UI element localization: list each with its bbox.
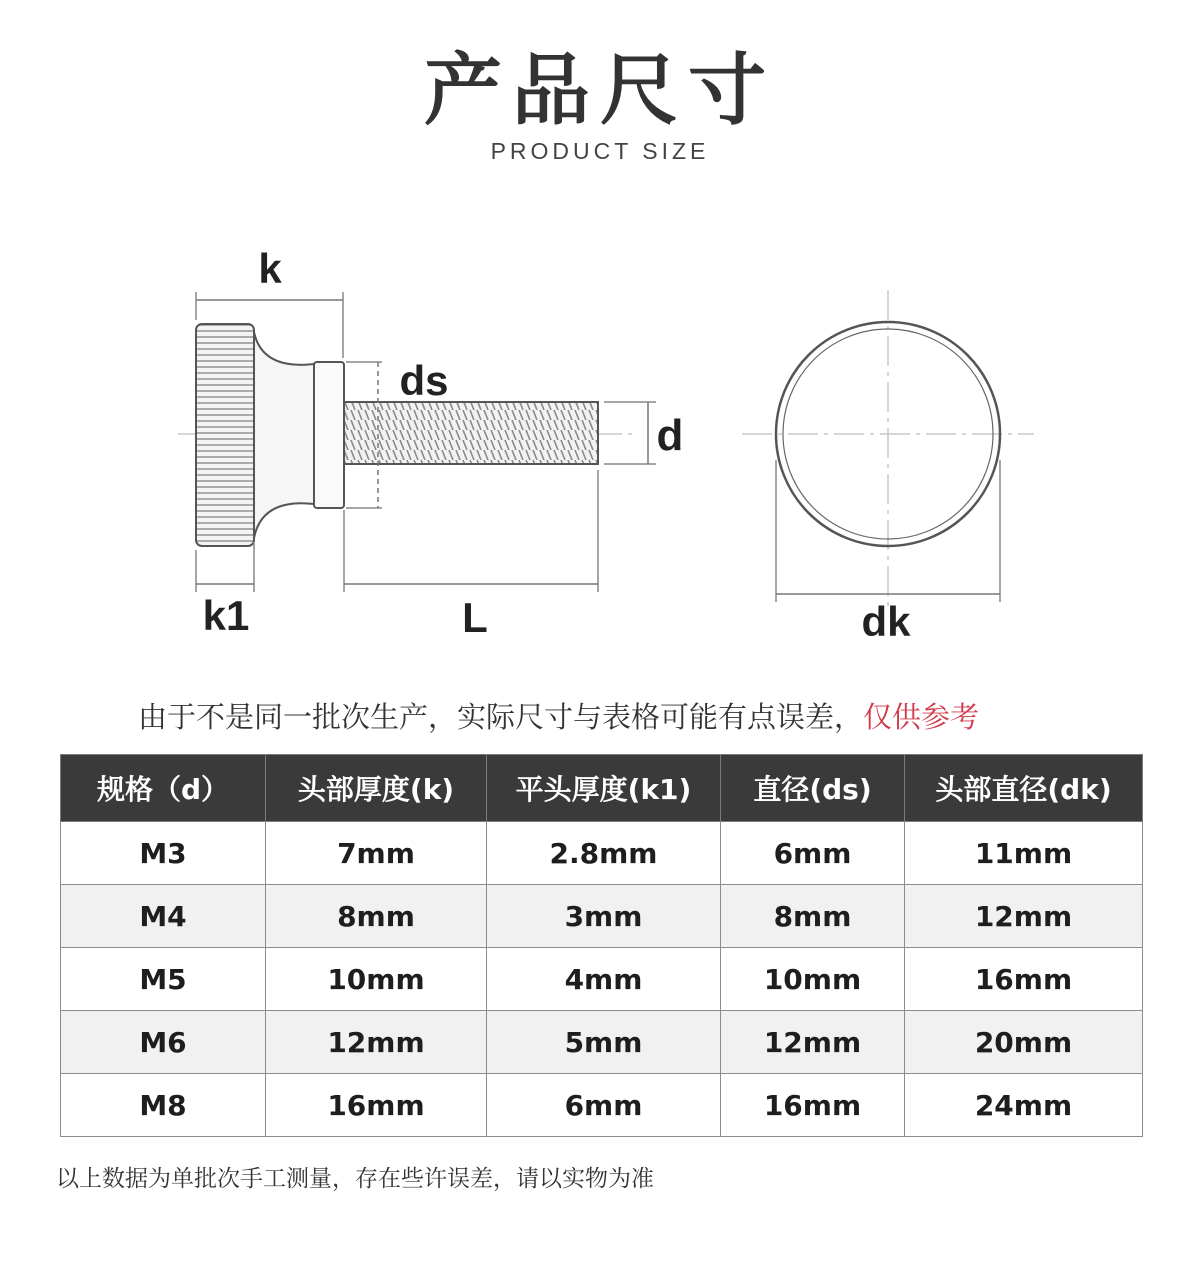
cell-k: 7mm: [266, 822, 487, 885]
cell-dk: 20mm: [905, 1011, 1143, 1074]
cell-k1: 5mm: [487, 1011, 721, 1074]
header-diameter: 直径(ds): [721, 755, 905, 822]
header-head-diameter: 头部直径(dk): [905, 755, 1143, 822]
table-row: [61, 948, 1143, 1011]
cell-dk: 24mm: [905, 1074, 1143, 1137]
cell-k1: 4mm: [487, 948, 721, 1011]
screw-dimension-diagram: [0, 220, 1200, 670]
label-dk: dk: [861, 598, 911, 645]
cell-k: 16mm: [266, 1074, 487, 1137]
label-ds: ds: [399, 357, 449, 404]
cell-k1: 2.8mm: [487, 822, 721, 885]
cell-spec: M3: [61, 822, 266, 885]
table-row: [61, 885, 1143, 948]
label-k1: k1: [202, 592, 250, 639]
page-title: 产品尺寸: [423, 46, 776, 136]
cell-k1: 6mm: [487, 1074, 721, 1137]
cell-dk: 11mm: [905, 822, 1143, 885]
header-spec: 规格（d）: [61, 755, 266, 822]
cell-dk: 16mm: [905, 948, 1143, 1011]
label-L: L: [462, 594, 488, 641]
cell-spec: M4: [61, 885, 266, 948]
table-header-row: [61, 755, 1143, 822]
cell-ds: 6mm: [721, 822, 905, 885]
screw-collar: [314, 362, 344, 508]
cell-ds: 12mm: [721, 1011, 905, 1074]
header-head-thickness: 头部厚度(k): [266, 755, 487, 822]
notice-highlight: 仅供参考: [863, 700, 980, 734]
label-d: d: [656, 411, 684, 460]
header-flat-thickness: 平头厚度(k1): [487, 755, 721, 822]
cell-ds: 10mm: [721, 948, 905, 1011]
screw-thread: [344, 402, 598, 464]
cell-k: 8mm: [266, 885, 487, 948]
cell-spec: M5: [61, 948, 266, 1011]
page-subtitle: PRODUCT SIZE: [490, 138, 710, 164]
size-table: [60, 754, 1143, 1137]
table-row: [61, 1074, 1143, 1137]
measurement-notice: [138, 695, 979, 736]
cell-spec: M6: [61, 1011, 266, 1074]
footer-note: 以上数据为单批次手工测量，存在些许误差，请以实物为准: [56, 1166, 654, 1192]
cell-k1: 3mm: [487, 885, 721, 948]
cell-k: 10mm: [266, 948, 487, 1011]
screw-neck: [254, 332, 314, 538]
notice-text: 由于不是同一批次生产，实际尺寸与表格可能有点误差，: [138, 700, 864, 734]
table-row: [61, 822, 1143, 885]
label-k: k: [258, 245, 282, 292]
cell-dk: 12mm: [905, 885, 1143, 948]
screw-head-knurled: [196, 324, 254, 546]
cell-spec: M8: [61, 1074, 266, 1137]
cell-ds: 8mm: [721, 885, 905, 948]
table-row: [61, 1011, 1143, 1074]
cell-k: 12mm: [266, 1011, 487, 1074]
cell-ds: 16mm: [721, 1074, 905, 1137]
